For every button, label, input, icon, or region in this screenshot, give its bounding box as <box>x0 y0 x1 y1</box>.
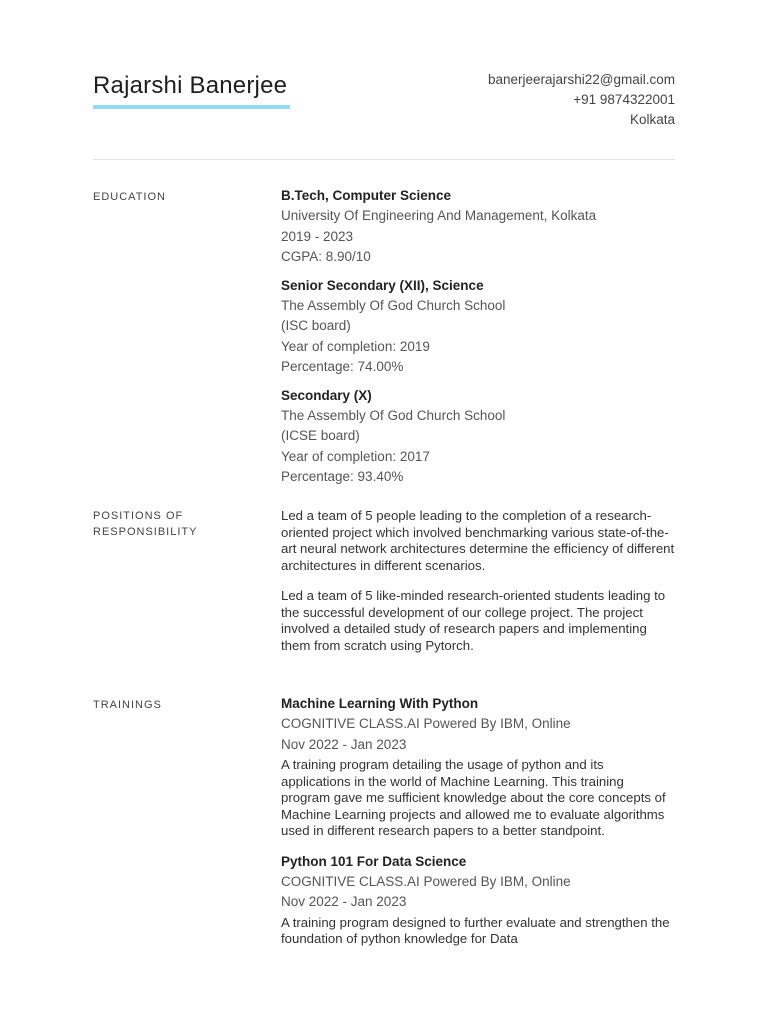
training-title: Machine Learning With Python <box>281 696 479 711</box>
resume-header <box>93 0 675 160</box>
education-title: Senior Secondary (XII), Science <box>281 277 484 293</box>
header-divider <box>93 159 675 160</box>
education-body <box>281 186 675 496</box>
education-entry <box>281 276 675 378</box>
trainings-label: TRAININGS <box>93 699 162 711</box>
education-line: (ISC board) <box>281 318 351 333</box>
training-description: A training program detailing the usage of python and its applications in the world of Machine Learning. This training program gave me sufficient knowledge about the core concepts of Machine Learning projects and allowed me to evaluate algorithms used in different research papers to a better standpoint. <box>281 757 666 838</box>
training-entry <box>281 694 675 840</box>
education-line: University Of Engineering And Management, Kolkata <box>281 208 597 223</box>
education-title: Secondary (X) <box>281 387 372 403</box>
candidate-name: Rajarshi Banerjee <box>93 72 288 99</box>
education-line: CGPA: 8.90/10 <box>281 249 371 264</box>
training-provider: COGNITIVE CLASS.AI Powered By IBM, Online <box>281 716 571 731</box>
education-line: Percentage: 93.40% <box>281 469 404 484</box>
position-paragraph: Led a team of 5 people leading to the completion of a research-oriented project which involved benchmarking various state-of-the-art neural network architectures determine the efficiency of different architectures in different scenarios. <box>281 508 675 573</box>
positions-label <box>93 508 253 540</box>
education-line: Year of completion: 2017 <box>281 448 430 464</box>
education-entry <box>281 386 675 488</box>
education-title: B.Tech, Computer Science <box>281 188 452 203</box>
contact-email[interactable]: banerjeerajarshi22@gmail.com <box>487 72 675 87</box>
positions-label-line: RESPONSIBILITY <box>93 526 198 538</box>
education-entry <box>281 186 675 268</box>
contact-phone: +91 9874322001 <box>573 92 675 107</box>
resume-page <box>93 0 675 946</box>
education-line: 2019 - 2023 <box>281 228 354 244</box>
positions-body <box>281 508 675 668</box>
education-line: The Assembly Of God Church School <box>281 297 506 313</box>
training-dates: Nov 2022 - Jan 2023 <box>281 894 407 909</box>
training-entry <box>281 852 675 948</box>
contact-info <box>488 70 675 130</box>
training-dates: Nov 2022 - Jan 2023 <box>281 736 407 752</box>
training-provider: COGNITIVE CLASS.AI Powered By IBM, Online <box>281 873 571 889</box>
education-line: The Assembly Of God Church School <box>281 407 506 423</box>
contact-location: Kolkata <box>629 112 675 127</box>
position-paragraph: Led a team of 5 like-minded research-oriented students leading to the successful development of our college project. The project involved a detailed study of research papers and implementing them from scratch using Pytorch. <box>281 588 666 653</box>
training-title: Python 101 For Data Science <box>281 853 467 869</box>
training-description: A training program designed to further evaluate and strengthen the foundation of python knowledge for Data <box>281 914 670 946</box>
education-line: Year of completion: 2019 <box>281 338 430 354</box>
education-line: Percentage: 74.00% <box>281 359 404 374</box>
trainings-body <box>281 694 675 956</box>
positions-label-line: POSITIONS OF <box>93 510 184 522</box>
name-underline <box>93 105 290 109</box>
education-label: EDUCATION <box>93 191 166 203</box>
education-line: (ICSE board) <box>281 428 360 443</box>
